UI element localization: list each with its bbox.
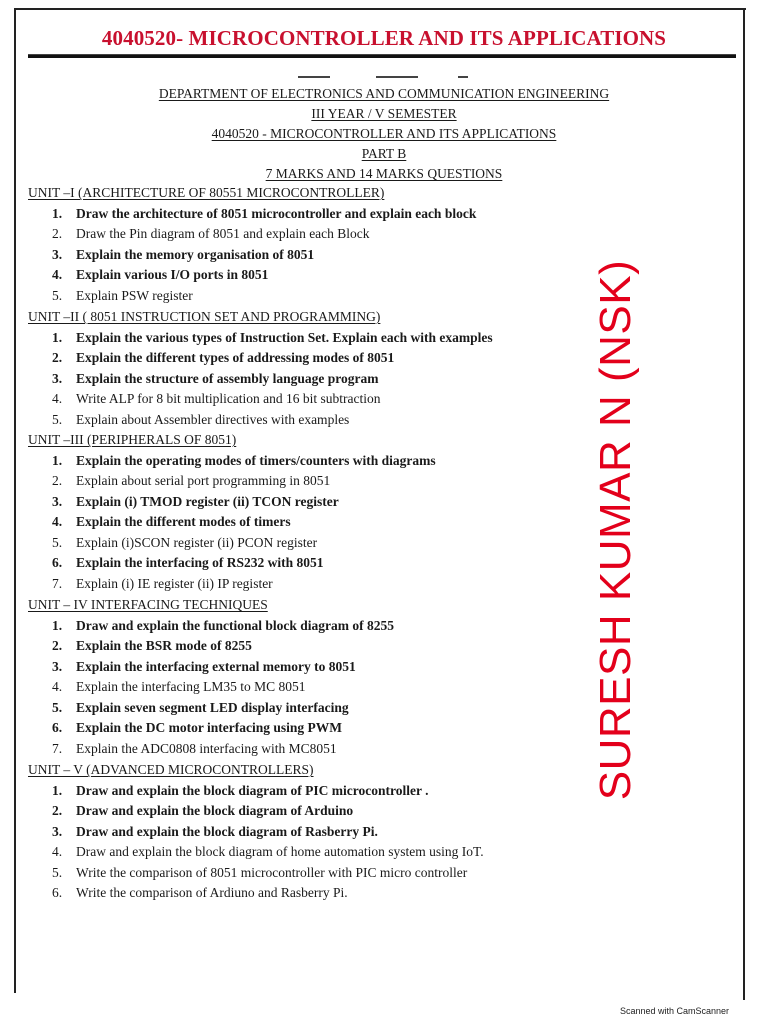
question-item (52, 412, 349, 428)
question-number: 1. (52, 330, 63, 345)
question-item (52, 720, 342, 736)
unit-heading: UNIT –II ( 8051 INSTRUCTION SET AND PROGRAMMING) (28, 309, 381, 324)
question-item (52, 535, 317, 551)
question-text: Explain the DC motor interfacing using PWM (76, 720, 342, 735)
question-text: Explain about serial port programming in 8051 (76, 473, 331, 488)
question-item (52, 267, 268, 283)
question-number: 3. (52, 247, 63, 262)
question-item (52, 350, 394, 366)
question-number: 1. (52, 453, 63, 468)
question-number: 7. (52, 741, 63, 756)
question-text: Explain (i) IE register (ii) IP register (76, 576, 273, 591)
decorative-dash (458, 76, 468, 78)
question-number: 5. (52, 865, 63, 880)
question-number: 6. (52, 720, 63, 735)
question-text: Explain the memory organisation of 8051 (76, 247, 315, 262)
question-number: 3. (52, 659, 63, 674)
question-text: Explain about Assembler directives with examples (76, 412, 350, 427)
question-number: 4. (52, 679, 63, 694)
question-item (52, 885, 348, 901)
question-item (52, 226, 370, 242)
question-text: Explain the interfacing external memory to 8051 (76, 659, 356, 674)
question-text: Explain the ADC0808 interfacing with MC8051 (76, 741, 337, 756)
question-item (52, 371, 379, 387)
question-text: Explain various I/O ports in 8051 (76, 267, 269, 282)
question-text: Explain the various types of Instruction Set. Explain each with examples (76, 330, 493, 345)
question-item (52, 473, 330, 489)
question-number: 6. (52, 555, 63, 570)
author-watermark: SURESH KUMAR N (NSK) (591, 259, 640, 801)
question-text: Draw the architecture of 8051 microcontroller and explain each block (76, 206, 477, 221)
question-item (52, 391, 381, 407)
question-number: 2. (52, 473, 63, 488)
question-item (52, 288, 193, 304)
question-number: 2. (52, 803, 63, 818)
question-text: Draw the Pin diagram of 8051 and explain each Block (76, 226, 370, 241)
question-number: 7. (52, 576, 63, 591)
question-number: 2. (52, 638, 63, 653)
question-item (52, 555, 324, 571)
question-number: 5. (52, 288, 63, 303)
question-number: 5. (52, 412, 63, 427)
question-number: 5. (52, 535, 63, 550)
question-text: Draw and explain the block diagram of home automation system using IoT. (76, 844, 484, 859)
unit-heading: UNIT –III (PERIPHERALS OF 8051) (28, 432, 237, 447)
question-number: 6. (52, 885, 63, 900)
question-item (52, 576, 273, 592)
unit-heading: UNIT – V (ADVANCED MICROCONTROLLERS) (28, 762, 314, 777)
question-item (52, 659, 356, 675)
question-number: 4. (52, 844, 63, 859)
marks-heading: 7 MARKS AND 14 MARKS QUESTIONS (265, 166, 503, 181)
question-item (52, 638, 252, 654)
question-item (52, 803, 353, 819)
question-text: Draw and explain the block diagram of PIC microcontroller . (76, 783, 429, 798)
question-text: Draw and explain the block diagram of Rasberry Pi. (76, 824, 378, 839)
question-item (52, 700, 349, 716)
part-heading: PART B (361, 146, 407, 161)
question-text: Explain the structure of assembly language program (76, 371, 379, 386)
question-number: 5. (52, 700, 63, 715)
question-item (52, 206, 476, 222)
question-number: 1. (52, 206, 63, 221)
question-text: Explain the different types of addressing modes of 8051 (76, 350, 395, 365)
question-text: Draw and explain the block diagram of Arduino (76, 803, 354, 818)
question-item (52, 330, 493, 346)
question-item (52, 618, 394, 634)
question-number: 1. (52, 783, 63, 798)
question-text: Explain seven segment LED display interfacing (76, 700, 349, 715)
question-text: Draw and explain the functional block diagram of 8255 (76, 618, 395, 633)
question-text: Write ALP for 8 bit multiplication and 16 bit subtraction (76, 391, 381, 406)
question-number: 4. (52, 391, 63, 406)
document-title: 4040520- MICROCONTROLLER AND ITS APPLICATIONS (101, 26, 667, 50)
question-text: Explain the BSR mode of 8255 (76, 638, 252, 653)
question-number: 3. (52, 371, 63, 386)
question-text: Explain the interfacing LM35 to MC 8051 (76, 679, 306, 694)
question-number: 4. (52, 514, 63, 529)
question-text: Explain the different modes of timers (76, 514, 291, 529)
question-number: 3. (52, 824, 63, 839)
question-text: Explain PSW register (76, 288, 193, 303)
question-text: Write the comparison of Ardiuno and Rasberry Pi. (76, 885, 348, 900)
question-number: 2. (52, 350, 63, 365)
question-text: Write the comparison of 8051 microcontroller with PIC micro controller (76, 865, 468, 880)
scanner-footer: Scanned with CamScanner (620, 1006, 730, 1016)
question-item (52, 247, 314, 263)
decorative-dash (298, 76, 330, 78)
question-item (52, 741, 337, 757)
question-item (52, 824, 378, 840)
question-item (52, 453, 436, 469)
question-number: 2. (52, 226, 63, 241)
question-number: 4. (52, 267, 63, 282)
question-number: 1. (52, 618, 63, 633)
subject-heading: 4040520 - MICROCONTROLLER AND ITS APPLICATIONS (211, 126, 557, 141)
year-semester-heading: III YEAR / V SEMESTER (311, 106, 457, 121)
unit-heading: UNIT –I (ARCHITECTURE OF 80551 MICROCONTROLLER) (28, 185, 385, 200)
title-divider-thick (28, 55, 736, 58)
question-item (52, 865, 467, 881)
question-item (52, 783, 428, 799)
question-text: Explain (i)SCON register (ii) PCON register (76, 535, 318, 550)
page-border-top (14, 8, 746, 10)
question-text: Explain (i) TMOD register (ii) TCON register (76, 494, 339, 509)
question-item (52, 494, 339, 510)
question-item (52, 844, 484, 860)
question-number: 3. (52, 494, 63, 509)
question-item (52, 679, 305, 695)
question-text: Explain the operating modes of timers/counters with diagrams (76, 453, 436, 468)
decorative-dash (376, 76, 418, 78)
question-text: Explain the interfacing of RS232 with 8051 (76, 555, 324, 570)
department-heading: DEPARTMENT OF ELECTRONICS AND COMMUNICATION ENGINEERING (158, 86, 610, 101)
question-item (52, 514, 291, 530)
unit-heading: UNIT – IV INTERFACING TECHNIQUES (28, 597, 268, 612)
